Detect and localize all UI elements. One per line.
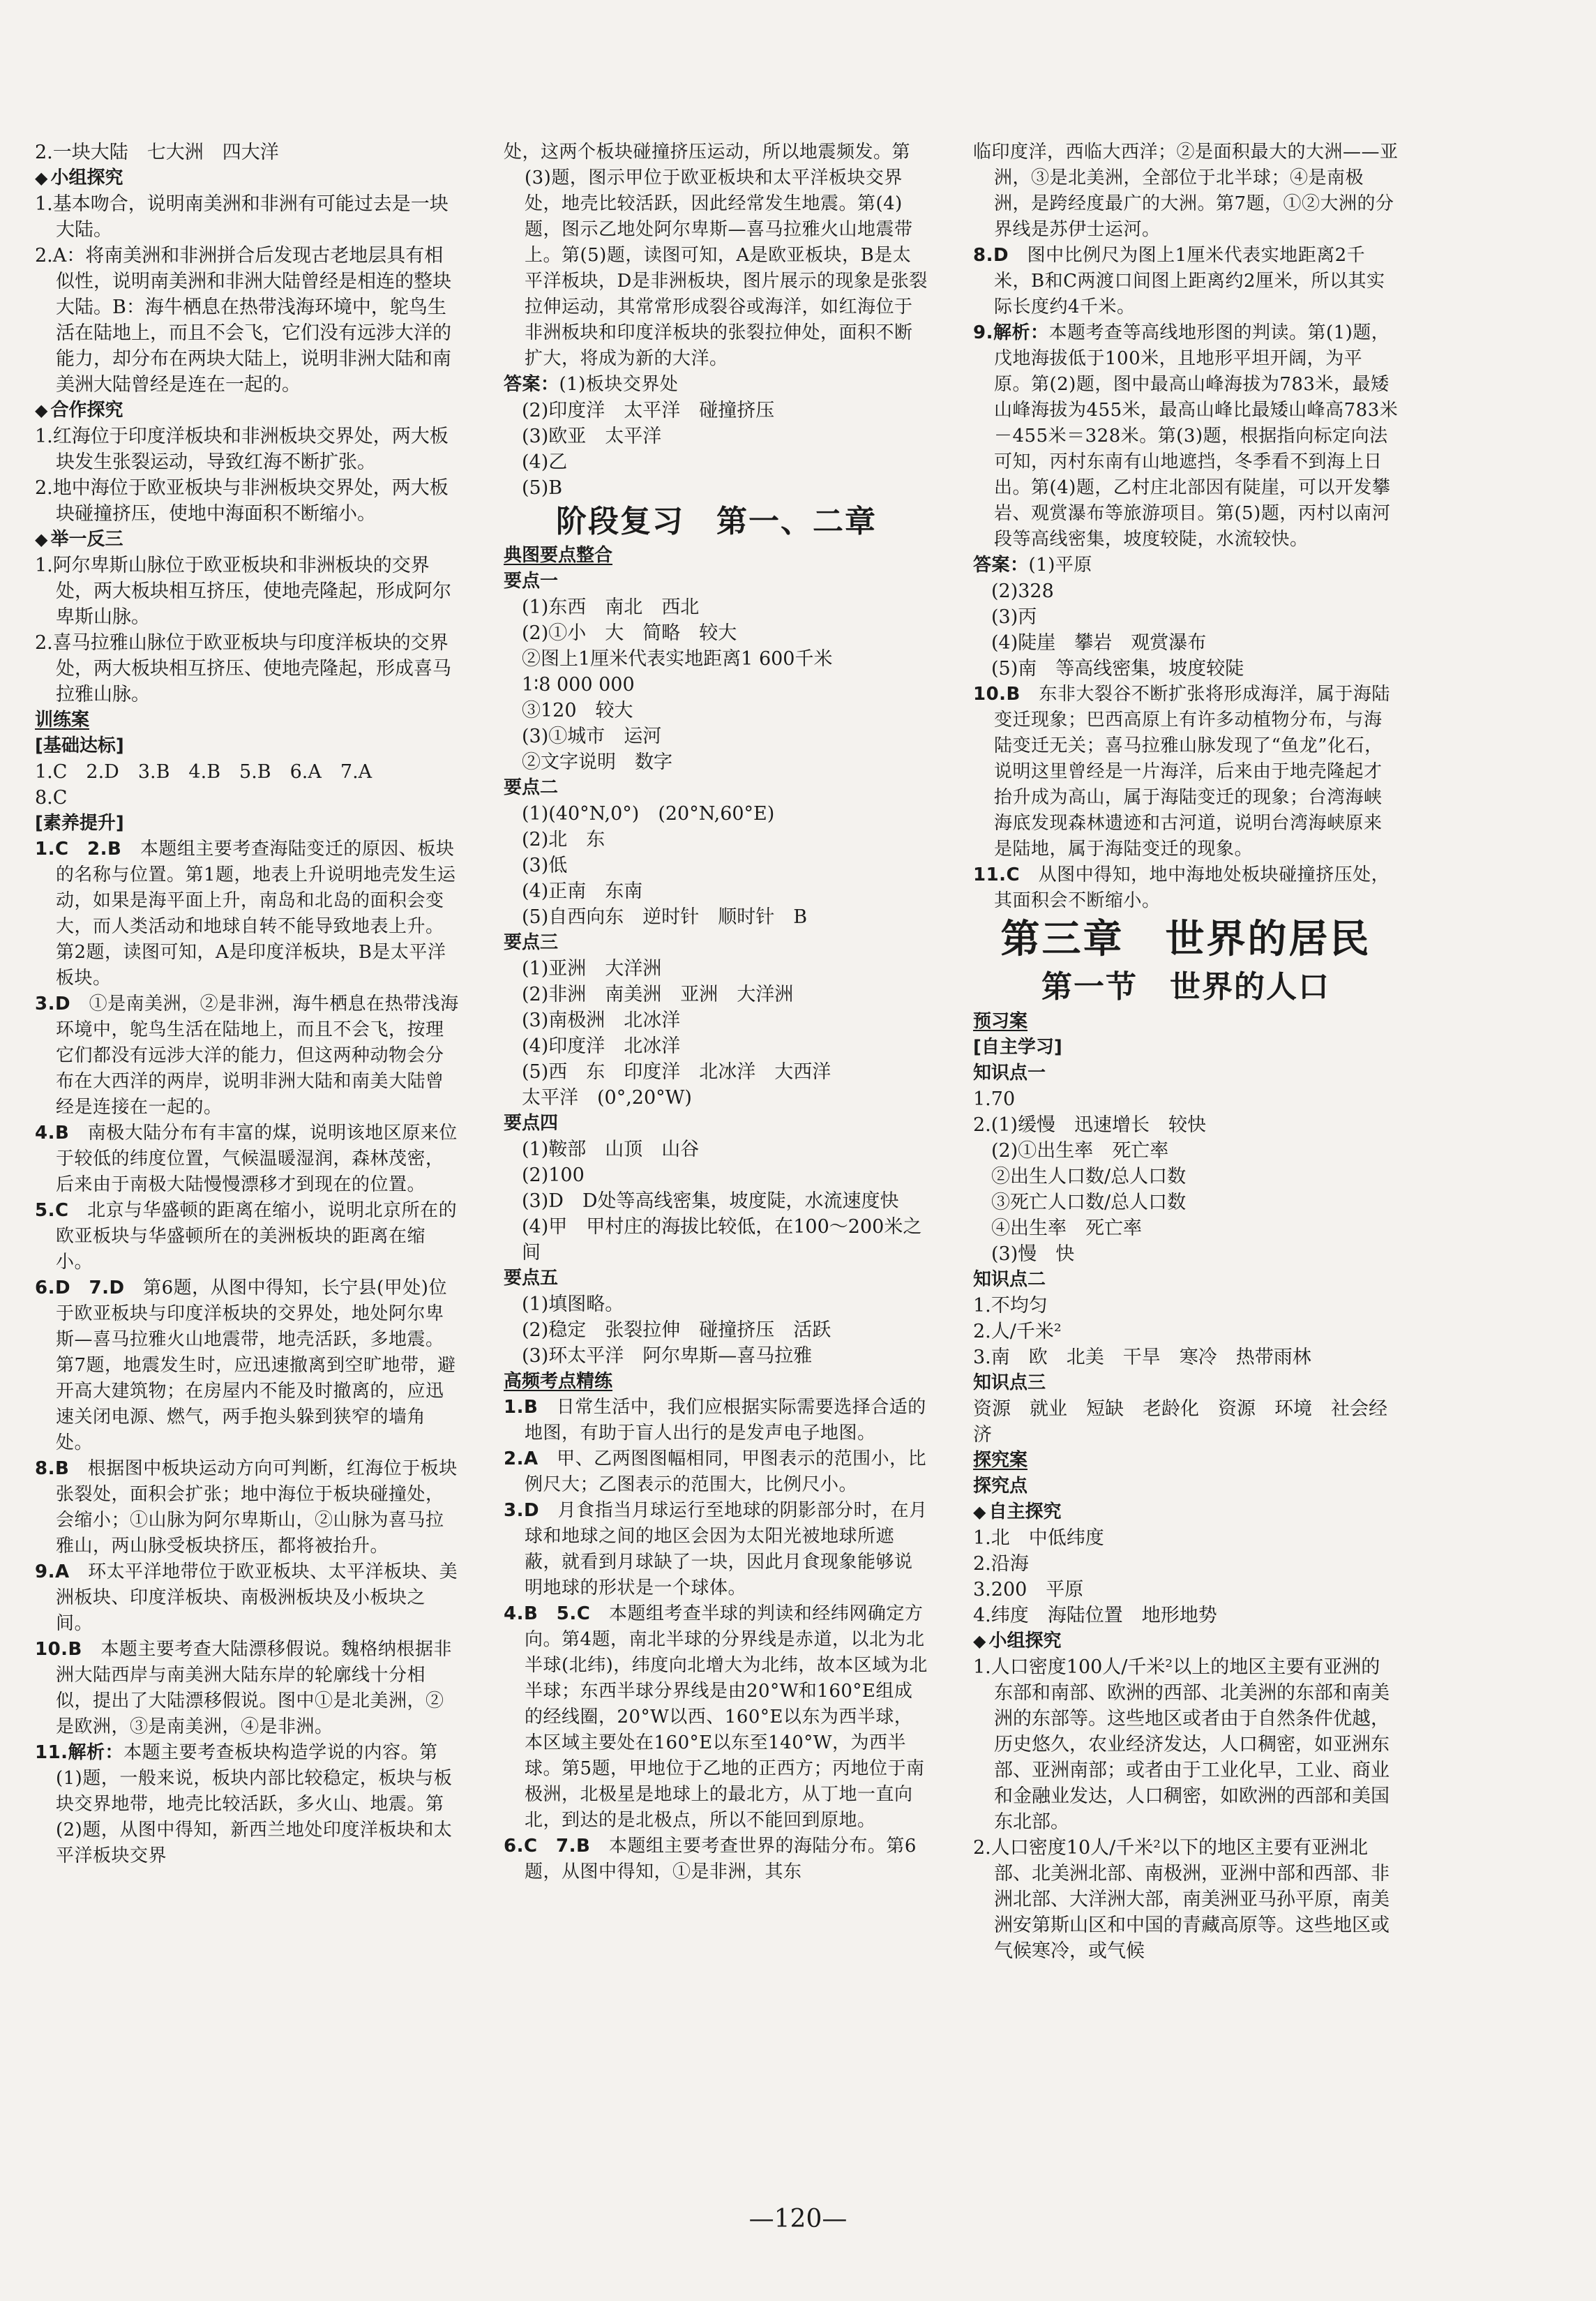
indented-answer: (5)自西向东 逆时针 顺时针 B — [522, 906, 808, 928]
answer-key: 5.C — [35, 1200, 69, 1221]
indented-answer: (3)慢 快 — [991, 1243, 1075, 1265]
section-heading — [35, 165, 460, 191]
indented-answer: (1)东西 南北 西北 — [522, 597, 700, 618]
indented-answer: (2)①出生率 死亡率 — [991, 1140, 1169, 1162]
bold-label: 要点一 — [504, 571, 559, 592]
answer-key: 6.D 7.D — [35, 1277, 125, 1298]
indented-answer: (2)非洲 南美洲 亚洲 大洋洲 — [522, 984, 794, 1005]
diamond-bullet-icon: ◆ — [35, 168, 48, 188]
stage-title: 阶段复习 第一、二章 — [556, 504, 877, 539]
bold-label: 要点四 — [504, 1113, 559, 1134]
indented-answer: (5)B — [522, 477, 563, 499]
answer-key: 4.B — [35, 1123, 70, 1144]
section-heading-text: 合作探究 — [50, 400, 123, 421]
explanation-text: 北京与华盛顿的距离在缩小，说明北京所在的欧亚板块与华盛顿所在的美洲板块的距离在缩小。 — [56, 1200, 458, 1273]
explanation-item — [973, 140, 1399, 243]
explanation-text: 图中比例尺为图上1厘米代表实地距离2千米，B和C两渡口间图上距离约2厘米，所以其实际长度约4千米。 — [994, 245, 1385, 317]
section-heading-text: 小组探究 — [50, 167, 123, 188]
explanation-text: 第6题，从图中得知，长宁县(甲处)位于欧亚板块与印度洋板块的交界处，地处阿尔卑斯—喜马拉雅火山地震带，地壳活跃，多地震。第7题，地震发生时，应迅速撤离到空旷地带，避开高大建筑物；在房屋内不能及时撤离的，应迅速关闭电源、燃气，两手抱头躲到狭窄的墙角处。 — [56, 1277, 456, 1453]
explanation-item — [973, 682, 1399, 862]
indented-answer: 太平洋 (0°,20°W) — [522, 1087, 692, 1109]
explanation-item — [973, 243, 1399, 320]
answer-key: 8.D — [973, 245, 1009, 266]
answer-key: 3.D — [35, 994, 71, 1014]
diamond-bullet-icon: ◆ — [35, 400, 48, 420]
indented-answer: (2)印度洋 太平洋 碰撞挤压 — [522, 400, 775, 421]
bold-label: 知识点二 — [973, 1269, 1046, 1290]
indented-answer: (1)填图略。 — [522, 1294, 624, 1315]
indented-answer: ③死亡人口数/总人口数 — [991, 1192, 1187, 1213]
answer-key: 9.解析： — [973, 322, 1049, 343]
text-line: 2.人/千米² — [973, 1321, 1062, 1342]
explanation-item — [35, 1456, 460, 1559]
explanation-text: 从图中得知，地中海地处板块碰撞挤压处，其面积会不断缩小。 — [994, 864, 1390, 911]
indented-answer: ③120 较大 — [522, 700, 633, 721]
explanation-text: 本题组考查半球的判读和经纬网确定方向。第4题，南北半球的分界线是赤道，以北为北半球(北纬)，纬度向北增大为北纬，故本区域为北半球；东西半球分界线是由20°W和160°E组成的经线圈，20°W以西、160°E以东为西半球，本区域主要处在160°E以东至140°W，为西半球。第5题，甲地位于乙地的正西方；丙地位于南极洲，北极星是地球上的最北方，从丁地一直向北，到达的是北极点，所以不能回到原地。 — [525, 1603, 928, 1831]
sub-label: 高频考点精练 — [504, 1371, 613, 1392]
section-heading-text: 小组探究 — [988, 1631, 1062, 1651]
text-line: 资源 就业 短缺 老龄化 资源 环境 社会经济 — [973, 1398, 1387, 1446]
explanation-text: 临印度洋，西临大西洋；②是面积最大的大洲——亚洲，③是北美洲，全部位于北半球；④是南极洲，是跨经度最广的大洲。第7题，①②大洲的分界线是苏伊士运河。 — [973, 142, 1399, 240]
explanation-item — [973, 862, 1399, 914]
answer-key: 2.A — [504, 1448, 539, 1469]
explanation-item — [973, 553, 1399, 578]
sub-label: 训练案 — [35, 710, 90, 730]
text-line: 1.北 中低纬度 — [973, 1527, 1104, 1549]
indented-answer: (4)乙 — [522, 451, 568, 473]
section-heading — [35, 527, 460, 553]
answer-key: 9.A — [35, 1561, 70, 1582]
answer-key: 10.B — [973, 684, 1021, 705]
bold-label: [素养提升] — [35, 813, 124, 834]
section-heading — [973, 1628, 1399, 1654]
bold-label: 要点五 — [504, 1268, 559, 1289]
explanation-text: 本题组主要考查海陆变迁的原因、板块的名称与位置。第1题，地表上升说明地壳发生运动，如果是海平面上升，南岛和北岛的面积会变大，而人类活动和地球自转不能导致地表上升。第2题，读图可知，A是印度洋板块，B是太平洋板块。 — [56, 839, 456, 989]
explanation-item — [973, 320, 1399, 553]
section-heading-text: 自主探究 — [988, 1501, 1062, 1522]
explanation-item — [504, 1446, 929, 1498]
indented-answer: (5)南 等高线密集，坡度较陡 — [991, 658, 1244, 680]
explanation-item — [35, 1275, 460, 1456]
answer-key: 8.B — [35, 1458, 70, 1479]
numbered-item: 1.阿尔卑斯山脉位于欧亚板块和非洲板块的交界处，两大板块相互挤压，使地壳隆起，形成阿尔卑斯山脉。 — [35, 555, 451, 628]
explanation-item — [35, 1740, 460, 1869]
sub-label: 预习案 — [973, 1011, 1028, 1032]
indented-answer: (2)100 — [522, 1164, 585, 1186]
explanation-text: 甲、乙两图图幅相同，甲图表示的范围小，比例尺大；乙图表示的范围大，比例尺小。 — [525, 1448, 927, 1495]
indented-answer: (3)环太平洋 阿尔卑斯—喜马拉雅 — [522, 1345, 813, 1367]
answer-key: 答案： — [504, 374, 559, 395]
explanation-item — [35, 1120, 460, 1198]
explanation-item — [504, 1498, 929, 1601]
indented-answer: (1)亚洲 大洋洲 — [522, 958, 662, 980]
indented-answer: ②图上1厘米代表实地距离1 600千米 — [522, 648, 833, 670]
explanation-text: 本题考查等高线地形图的判读。第(1)题，戊地海拔低于100米，且地形平坦开阔，为平原。第(2)题，图中最高山峰海拔为783米，最矮山峰海拔为455米，最高山峰比最矮山峰高783米－455米＝328米。第(3)题，根据指向标定向法可知，丙村东南有山地遮挡，冬季看不到海上日出。第(4)题，乙村庄北部因有陡崖，可以开发攀岩、观赏瀑布等旅游项目。第(5)题，丙村以南河段等高线密集，坡度较陡，水流较快。 — [994, 322, 1399, 550]
explanation-text: 本题组主要考查世界的海陆分布。第6题，从图中得知，①是非洲，其东 — [525, 1836, 917, 1882]
explanation-text: 本题主要考查大陆漂移假说。魏格纳根据非洲大陆西岸与南美洲大陆东岸的轮廓线十分相似，提出了大陆漂移假说。图中①是北美洲，②是欧洲，③是南美洲，④是非洲。 — [56, 1639, 452, 1737]
sub-label: 探究案 — [973, 1450, 1028, 1471]
column-right — [973, 140, 1399, 1964]
sub-label: 典图要点整合 — [504, 545, 613, 566]
indented-answer: (2)①小 大 简略 较大 — [522, 622, 737, 644]
explanation-item — [35, 1559, 460, 1637]
indented-answer: (3)D D处等高线密集，坡度陡，水流速度快 — [522, 1190, 899, 1212]
text-line: 3.南 欧 北美 干旱 寒冷 热带雨林 — [973, 1347, 1311, 1368]
text-line: 1.不均匀 — [973, 1295, 1048, 1317]
indented-answer: (3)丙 — [991, 606, 1037, 628]
indented-answer: (3)欧亚 太平洋 — [522, 426, 662, 447]
indented-answer: (2)北 东 — [522, 829, 605, 850]
text-line: 3.200 平原 — [973, 1579, 1084, 1601]
explanation-text: 日常生活中，我们应根据实际需要选择合适的地图，有助于盲人出行的是发声电子地图。 — [525, 1397, 926, 1444]
text-line: 2.沿海 — [973, 1553, 1029, 1575]
indented-answer: (4)印度洋 北冰洋 — [522, 1035, 681, 1057]
explanation-text: (1)板块交界处 — [559, 374, 679, 395]
numbered-item: 1.人口密度100人/千米²以上的地区主要有亚洲的东部和南部、欧洲的西部、北美洲的东部和南美洲的东部等。这些地区或者由于自然条件优越，历史悠久，农业经济发达，人口稠密，如亚洲东部、亚洲南部；或者由于工业化早，工业、商业和金融业发达，人口稠密，如欧洲的西部和美国东北部。 — [973, 1656, 1390, 1833]
explanation-text: 根据图中板块运动方向可判断，红海位于板块张裂处，面积会扩张；地中海位于板块碰撞处，会缩小；①山脉为阿尔卑斯山，②山脉为喜马拉雅山，两山脉受板块挤压，都将被抬升。 — [56, 1458, 458, 1557]
bold-label: 探究点 — [973, 1476, 1028, 1497]
explanation-item — [504, 1395, 929, 1446]
section-heading — [973, 1499, 1399, 1525]
answer-key: 1.C 2.B — [35, 839, 122, 860]
chapter-title: 第三章 世界的居民 — [1000, 917, 1371, 962]
numbered-item: 1.红海位于印度洋板块和非洲板块交界处，两大板块发生张裂运动，导致红海不断扩张。 — [35, 426, 449, 473]
page-number: —120— — [748, 2205, 848, 2233]
indented-answer: (4)正南 东南 — [522, 880, 643, 902]
answer-key: 1.B — [504, 1397, 539, 1418]
numbered-item: 2.人口密度10人/千米²以下的地区主要有亚洲北部、北美洲北部、南极洲，亚洲中部和西部、非洲北部、大洋洲大部，南美洲亚马孙平原，南美洲安第斯山区和中国的青藏高原等。这些地区或气候寒冷，或气候 — [973, 1837, 1390, 1962]
section-heading-text: 举一反三 — [50, 529, 123, 550]
indented-answer: (2)328 — [991, 580, 1054, 602]
answer-line: 1.C 2.D 3.B 4.B 5.B 6.A 7.A — [35, 761, 372, 783]
indented-answer: (2)稳定 张裂拉伸 碰撞挤压 活跃 — [522, 1319, 831, 1341]
answer-key: 11.解析： — [35, 1742, 124, 1763]
column-middle — [504, 140, 929, 1885]
bold-label: [基础达标] — [35, 735, 124, 756]
answer-key: 10.B — [35, 1639, 82, 1660]
explanation-item — [504, 372, 929, 398]
text-line: 2.(1)缓慢 迅速增长 较快 — [973, 1114, 1207, 1136]
section-heading — [35, 398, 460, 424]
explanation-item — [35, 1198, 460, 1275]
section-title: 第一节 世界的人口 — [1041, 969, 1330, 1005]
text-line: 2.一块大陆 七大洲 四大洋 — [35, 142, 279, 163]
indented-answer: (3)①城市 运河 — [522, 726, 662, 747]
explanation-text: 南极大陆分布有丰富的煤，说明该地区原来位于较低的纬度位置，气候温暖湿润，森林茂密，后来由于南极大陆慢慢漂移才到现在的位置。 — [56, 1123, 458, 1195]
explanation-item — [35, 837, 460, 991]
numbered-item: 2.喜马拉雅山脉位于欧亚板块与印度洋板块的交界处，两大板块相互挤压、使地壳隆起，形成喜马拉雅山脉。 — [35, 632, 451, 705]
indented-answer: ④出生率 死亡率 — [991, 1217, 1142, 1239]
explanation-item — [504, 1601, 929, 1834]
explanation-text: 东非大裂谷不断扩张将形成海洋，属于海陆变迁现象；巴西高原上有许多动植物分布，与海陆变迁无关；喜马拉雅山脉发现了“鱼龙”化石，说明这里曾经是一片海洋，后来由于地壳隆起才抬升成为高山，属于海陆变迁的现象；台湾海峡海底发现森林遗迹和古河道，说明台湾海峡原来是陆地，属于海陆变迁的现象。 — [994, 684, 1390, 860]
answer-key: 11.C — [973, 864, 1021, 885]
explanation-text: ①是南美洲，②是非洲，海牛栖息在热带浅海环境中，鸵鸟生活在陆地上，而且不会飞，按理它们都没有远涉大洋的能力，但这两种动物会分布在大西洋的两岸，说明非洲大陆和南美大陆曾经是连接在一起的。 — [56, 994, 459, 1118]
explanation-text: 本题主要考查板块构造学说的内容。第(1)题，一般来说，板块内部比较稳定，板块与板块交界地带，地壳比较活跃，多火山、地震。第(2)题，从图中得知，新西兰地处印度洋板块和太平洋板块交界 — [56, 1742, 453, 1866]
numbered-item: 2.A：将南美洲和非洲拼合后发现古老地层具有相似性，说明南美洲和非洲大陆曾经是相连的整块大陆。B：海牛栖息在热带浅海环境中，鸵鸟生活在陆地上，而且不会飞，它们没有远涉大洋的能力，却分布在两块大陆上，说明非洲大陆和南美洲大陆曾经是连在一起的。 — [35, 245, 451, 396]
answer-key: 3.D — [504, 1500, 540, 1521]
bold-label: 要点三 — [504, 932, 559, 953]
numbered-item: 2.地中海位于欧亚板块与非洲板块交界处，两大板块碰撞挤压，使地中海面积不断缩小。 — [35, 477, 449, 525]
indented-answer: (3)南极洲 北冰洋 — [522, 1010, 681, 1031]
diamond-bullet-icon: ◆ — [973, 1631, 986, 1651]
indented-answer: 1∶8 000 000 — [522, 674, 635, 696]
explanation-text: 处，这两个板块碰撞挤压运动，所以地震频发。第(3)题，图示甲位于欧亚板块和太平洋板块交界处，地壳比较活跃，因此经常发生地震。第(4)题，图示乙地处阿尔卑斯—喜马拉雅火山地震带上。第(5)题，读图可知，A是欧亚板块，B是太平洋板块，D是非洲板块，图片展示的现象是张裂拉伸运动，其常常形成裂谷或海洋，如红海位于非洲板块和印度洋板块的张裂拉伸处，面积不断扩大，将成为新的大洋。 — [504, 142, 928, 369]
bold-label: 知识点三 — [973, 1372, 1046, 1393]
indented-answer: (1)鞍部 山顶 山谷 — [522, 1139, 700, 1160]
indented-answer: ②出生人口数/总人口数 — [991, 1166, 1187, 1187]
indented-answer: ②文字说明 数字 — [522, 751, 672, 773]
text-line: 1.70 — [973, 1088, 1016, 1110]
diamond-bullet-icon: ◆ — [35, 530, 48, 549]
answer-line: 8.C — [35, 787, 68, 809]
answer-key: 4.B 5.C — [504, 1603, 591, 1624]
bold-label: 知识点一 — [973, 1063, 1046, 1084]
bold-label: 要点二 — [504, 777, 559, 798]
indented-answer: (1)(40°N,0°) (20°N,60°E) — [522, 803, 775, 825]
diamond-bullet-icon: ◆ — [973, 1502, 986, 1522]
explanation-item — [35, 991, 460, 1120]
column-left — [35, 140, 460, 1869]
indented-answer: (4)陡崖 攀岩 观赏瀑布 — [991, 632, 1207, 654]
indented-answer: (5)西 东 印度洋 北冰洋 大西洋 — [522, 1061, 831, 1083]
answer-key: 答案： — [973, 555, 1029, 576]
explanation-item — [504, 140, 929, 372]
text-line: 4.纬度 海陆位置 地形地势 — [973, 1605, 1217, 1626]
numbered-item: 1.基本吻合，说明南美洲和非洲有可能过去是一块大陆。 — [35, 193, 449, 241]
indented-answer: (3)低 — [522, 855, 568, 876]
explanation-text: 环太平洋地带位于欧亚板块、太平洋板块、美洲板块、印度洋板块、南极洲板块及小板块之间。 — [56, 1561, 458, 1634]
explanation-text: (1)平原 — [1028, 555, 1092, 576]
answer-key: 6.C 7.B — [504, 1836, 591, 1857]
bold-label: [自主学习] — [973, 1037, 1062, 1058]
indented-answer: (4)甲 甲村庄的海拔比较低，在100～200米之间 — [522, 1216, 922, 1264]
explanation-item — [35, 1637, 460, 1740]
explanation-item — [504, 1834, 929, 1885]
explanation-text: 月食指当月球运行至地球的阴影部分时，在月球和地球之间的地区会因为太阳光被地球所遮蔽，就看到月球缺了一块，因此月食现象能够说明地球的形状是一个球体。 — [525, 1500, 928, 1598]
